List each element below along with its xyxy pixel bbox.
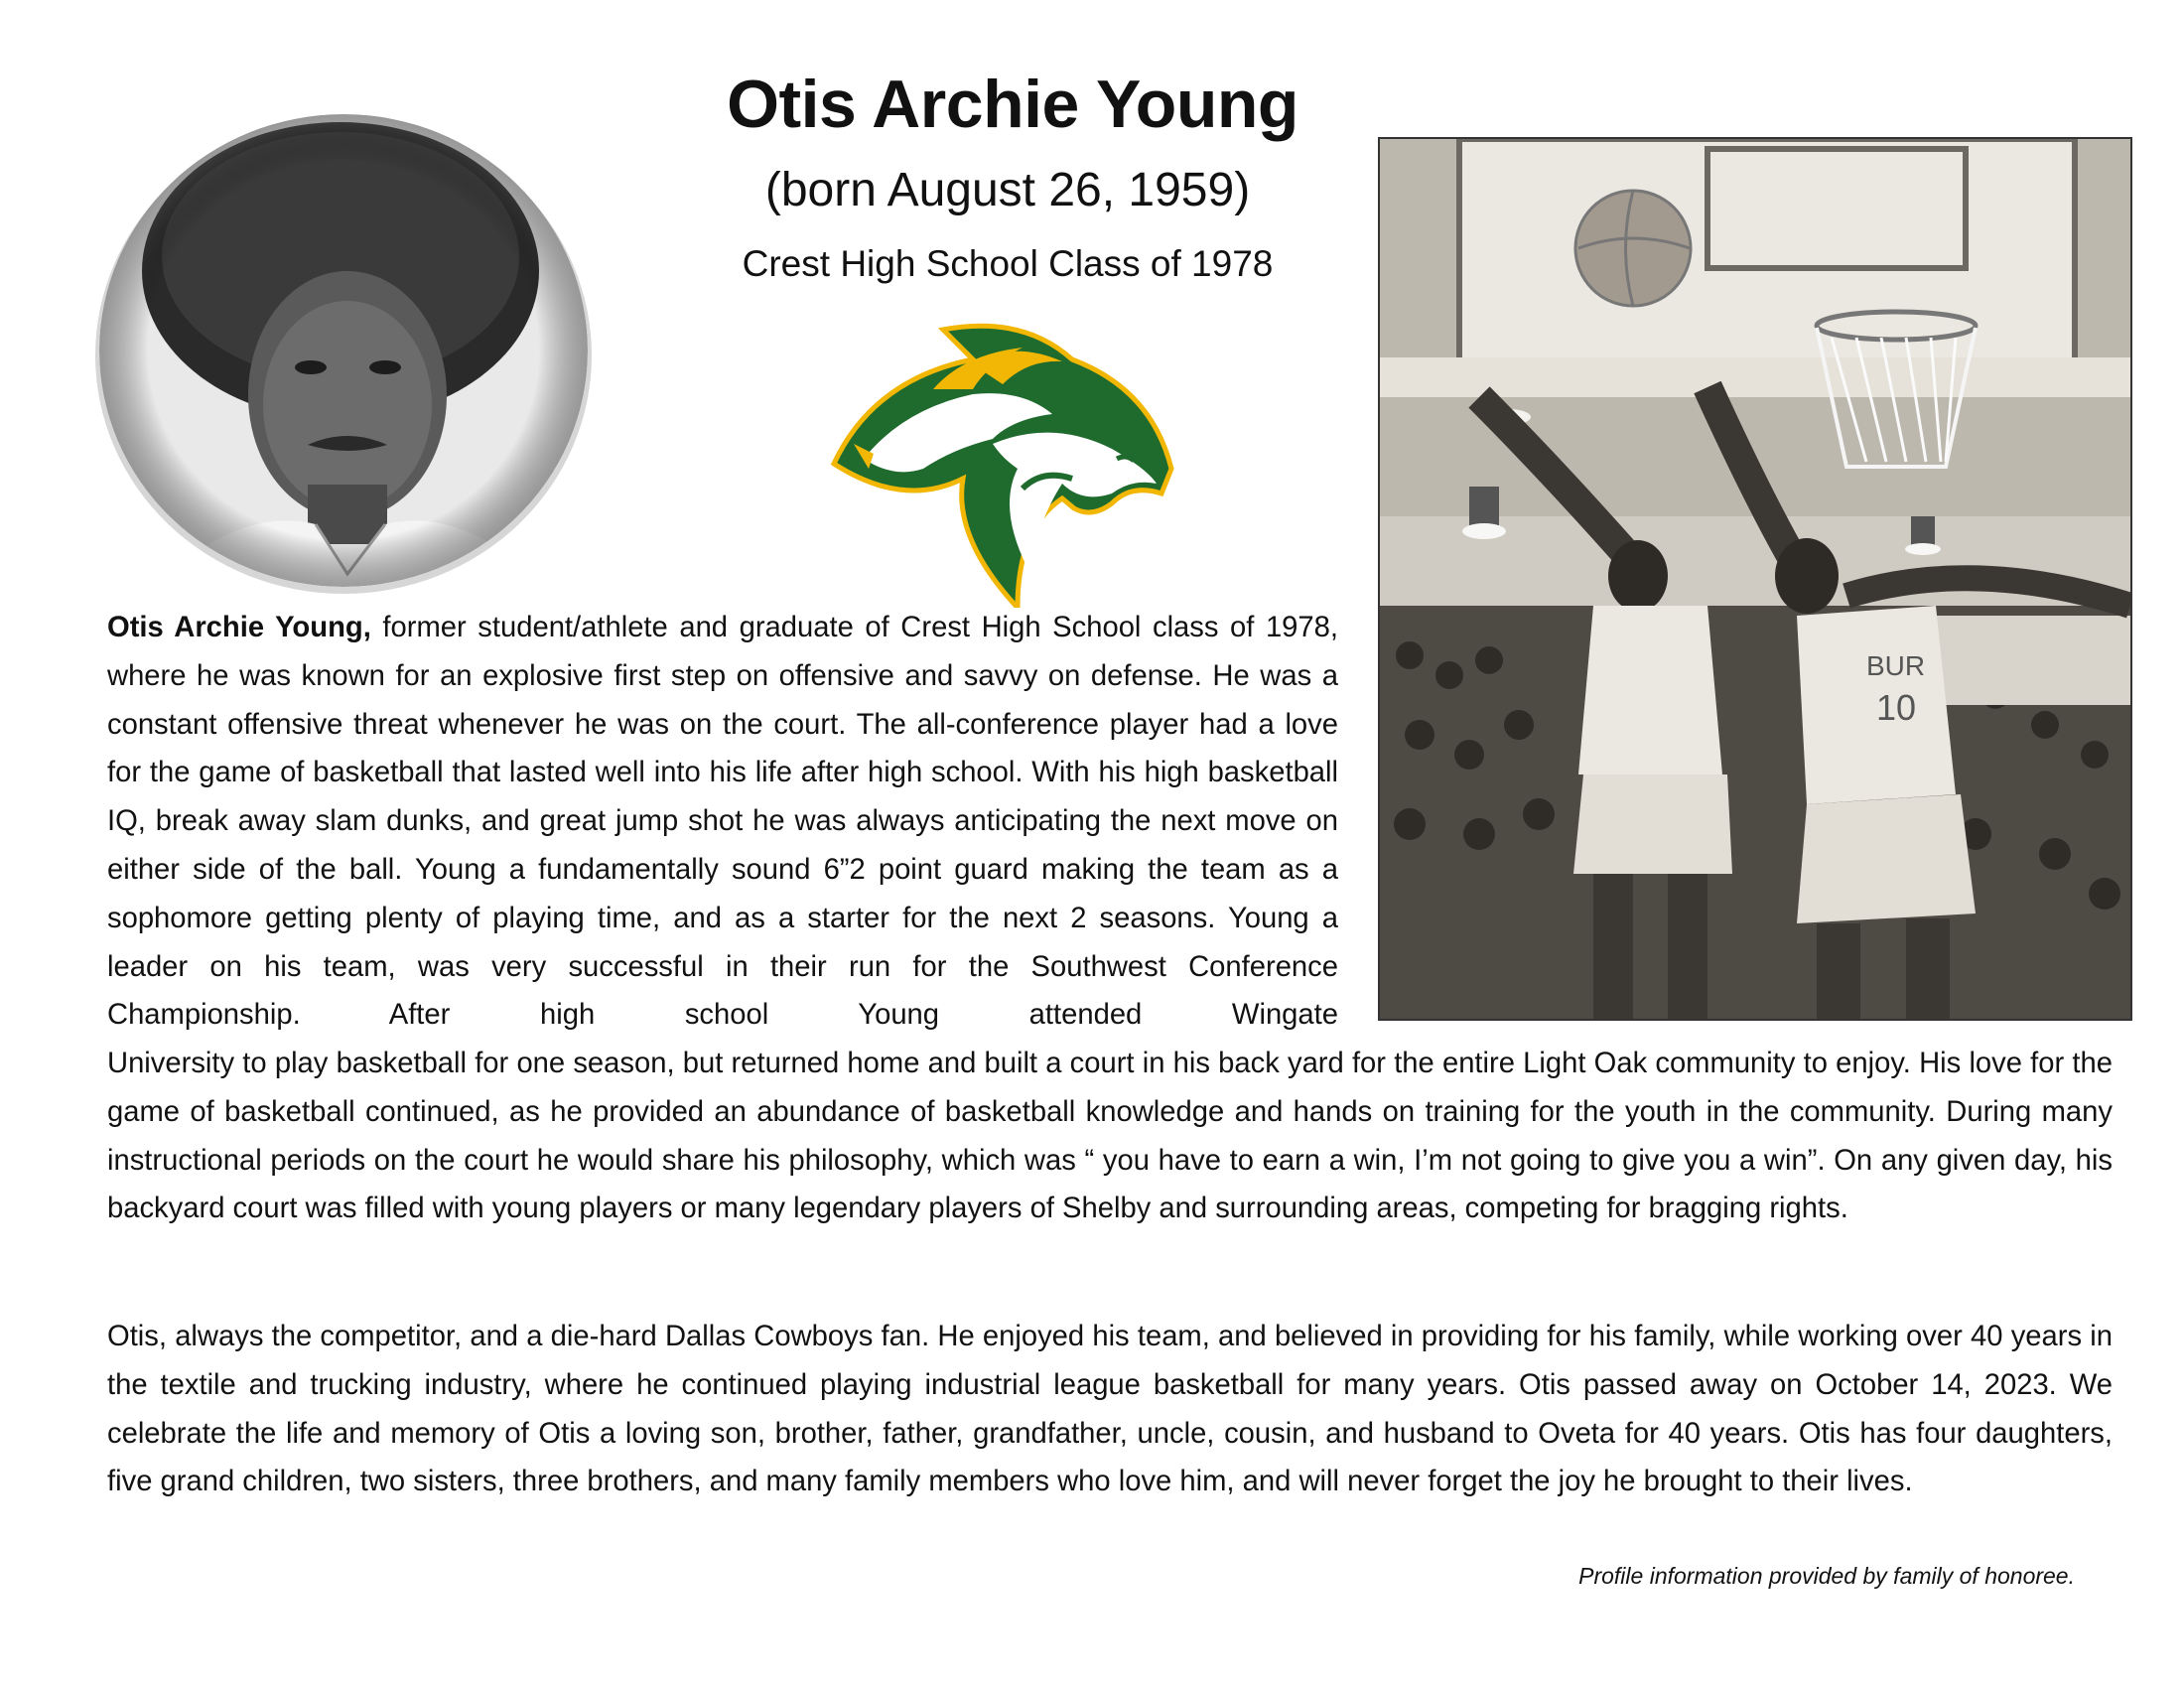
jersey-text: BUR [1866,650,1926,681]
page-title: Otis Archie Young [727,67,1298,142]
portrait-photo [87,107,604,594]
bronco-logo [814,320,1191,608]
bio-lead-name: Otis Archie Young, [107,612,371,643]
bio-text-wrapped: former student/athlete and graduate of Crest High School class of 1978, where he was known for an explosive first step on offensive and savvy on defense. He was a constant offensive threat whenever he was on the court. The all-conference player had a love for the game of basketball that lasted well into his life after high school. With his high basketball IQ, break away slam dunks, and great jump shot he was always anticipating the next move on either side of the ball. Young a fundamentally sound 6”2 point guard making the team as a sophomore getting plenty of playing time, and as a starter for the next 2 seasons. Young a leader on his team, was very successful in their run for the Southwest Conference Championship. After high school Young attended Wingate [107,612,1338,1032]
bio-paragraph-1-upper [107,604,1338,1088]
bio-paragraph-1-lower: University to play basketball for one season, but returned home and built a court in his back yard for the entire Light Oak community to enjoy. His love for the game of basketball continued, as he provided an abundance of basketball knowledge and hands on training for the youth in the community. During many instructional periods on the court he would share his philosophy, which was “ you have to earn a win, I’m not going to give you a win”. On any given day, his backyard court was filled with young players or many legendary players of Shelby and surrounding areas, competing for bragging rights. [107,1048,2113,1225]
jersey-number: 10 [1876,687,1917,728]
profile-credit: Profile information provided by family of honoree. [1578,1563,2075,1589]
basketball-action-photo [1378,137,2132,1021]
class-year: Crest High School Class of 1978 [742,243,1274,284]
bio-paragraph-2: Otis, always the competitor, and a die-hard Dallas Cowboys fan. He enjoyed his team, and believed in providing for his family, while working over 40 years in the textile and trucking industry, where he continued playing industrial league basketball for many years. Otis passed away on October 14, 2023. We celebrate the life and memory of Otis a loving son, brother, father, grandfather, uncle, cousin, and husband to Oveta for 40 years. Otis has four daughters, five grand children, two sisters, three brothers, and many family members who love him, and will never forget the joy he brought to their lives. [107,1321,2113,1498]
birth-date: (born August 26, 1959) [764,164,1251,216]
